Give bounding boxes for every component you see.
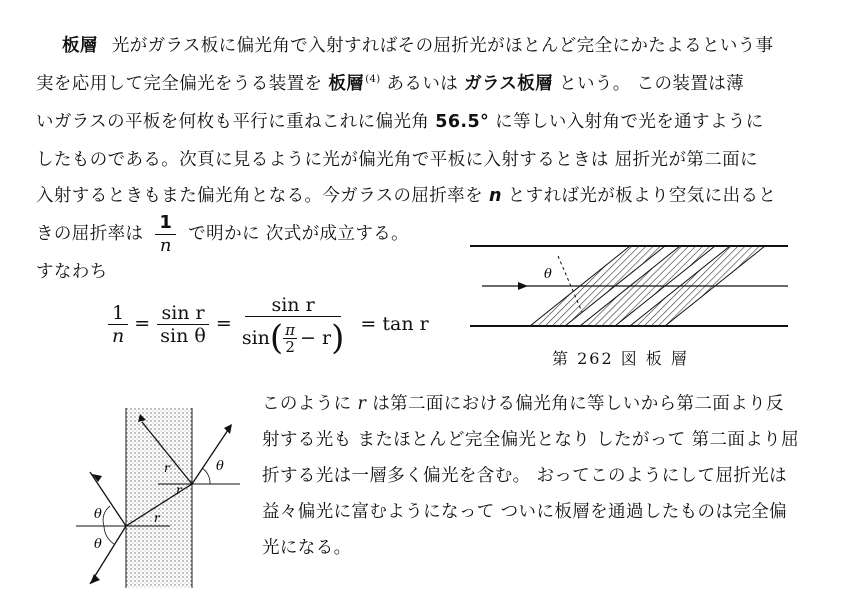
paragraph-line-4 [36,150,758,170]
fraction-numerator: 1 [155,212,176,235]
eq-sin-word: sin [241,327,270,349]
paragraph-line-6 [36,210,409,258]
eq-minus-r: − r [300,327,332,349]
eq-one-over-n [108,302,128,347]
single-plate-diagram [70,408,250,588]
second-paragraph-line-2 [262,430,799,450]
paragraph-line-5 [36,186,776,206]
line-2-text-a: 実を応用して完全偏光をうる装置を [36,73,323,94]
figure-angle-label: θ [544,267,552,282]
second-paragraph-line-1 [262,394,784,414]
line-5-text-b: とすれば光が板より空気に出ると [507,186,777,206]
fraction-one-over-n [155,212,176,257]
paragraph-line-2 [36,70,744,94]
eq-pi: π [285,320,296,339]
p2-line-1-b: は第二面における偏光角に等しいから第二面より反 [372,394,784,414]
ray-arrowhead [518,282,528,290]
r-label-1: r [154,511,160,525]
eq-f2-num: sin r [157,302,208,325]
emerging-ray-arrowhead [224,424,232,434]
eq-two: 2 [285,337,295,356]
p2-line-2: 射する光も またほとんど完全偏光となり したがって 第二面より屈 [262,430,799,450]
term-itaso: 板層 [328,73,365,94]
eq-f2-den: sin θ [160,325,206,347]
line-3-text-b: に等しい入射角で光を通すように [495,112,764,132]
theta-label-1: θ [94,507,102,522]
eq-sign-1: = [134,312,151,335]
eq-tan-r: = tan r [360,312,429,335]
reference-mark: (4) [365,74,381,85]
line-1-text: 光がガラス板に偏光角で入射すればその屈折光がほとんど完全にかたよるという事 [111,36,774,56]
emerging-ray [192,430,228,484]
var-n: n [488,186,502,206]
line-5-text-a: 入射するときもまた偏光角となる。今ガラスの屈折率を [36,186,483,206]
line-3-text-a: いガラスの平板を何枚も平行に重ねこれに偏光角 [36,112,430,132]
line-2-text-c: という。 この装置は薄 [559,73,745,94]
line-6-text-a: きの屈折率は [36,224,144,244]
r-label-3: r [164,461,170,475]
fraction-denominator: n [159,235,172,256]
p2-line-1-a: このように [262,394,352,414]
reflected-arrowhead [90,574,100,584]
paragraph-line-7 [36,262,108,282]
second-paragraph-line-4 [262,502,787,522]
line-2-text-b: あるいは [386,73,459,94]
polarizing-angle-value: 56.5° [435,112,490,132]
eq-lhs-num: 1 [108,302,128,325]
line-6-text-b: で明かに 次式が成立する。 [188,224,410,244]
eq-sin-complement [238,294,349,358]
glass-plate-shaded [126,408,192,588]
second-paragraph-line-3 [262,466,787,486]
angle-arc-2 [104,526,114,544]
theta-label-2: θ [94,537,102,552]
reflected-ray-left [90,526,126,584]
line-7-text: すなわち [36,262,108,282]
r-label-2: r [176,483,182,497]
line-4-text: したものである。次頁に見るように光が偏光角で平板に入射するときは 屈折光が第二面に [36,150,758,170]
paragraph-line-3 [36,112,764,132]
var-r: r [357,394,367,414]
theta-label-3: θ [216,459,224,474]
paragraph-line-1 [62,36,774,56]
p2-line-4: 益々偏光に富むようになって ついに板層を通過したものは完全偏 [262,502,788,522]
figure-262-diagram [470,238,790,338]
p2-line-3: 折する光は一層多く偏光を含む。 おってこのようにして屈折光は [262,466,788,486]
eq-pi-over-two [283,322,297,355]
section-heading: 板層 [62,36,98,56]
eq-lhs-den: n [112,325,125,347]
angle-arc-3 [202,468,210,484]
figure-262-caption: 第 262 図 板 層 [552,349,689,368]
eq-sign-2: = [215,312,232,335]
second-paragraph-line-5 [262,538,352,558]
p2-line-5: 光になる。 [262,538,352,558]
eq-f3-num: sin r [245,294,340,317]
eq-sin-ratio [156,302,210,347]
term-glass-itaso: ガラス板層 [464,73,554,94]
eq-f3-den: sin ( $\frac{\pi}{2}$ − r ) [241,318,345,358]
angle-arc-1 [103,506,110,526]
equation [108,294,429,358]
